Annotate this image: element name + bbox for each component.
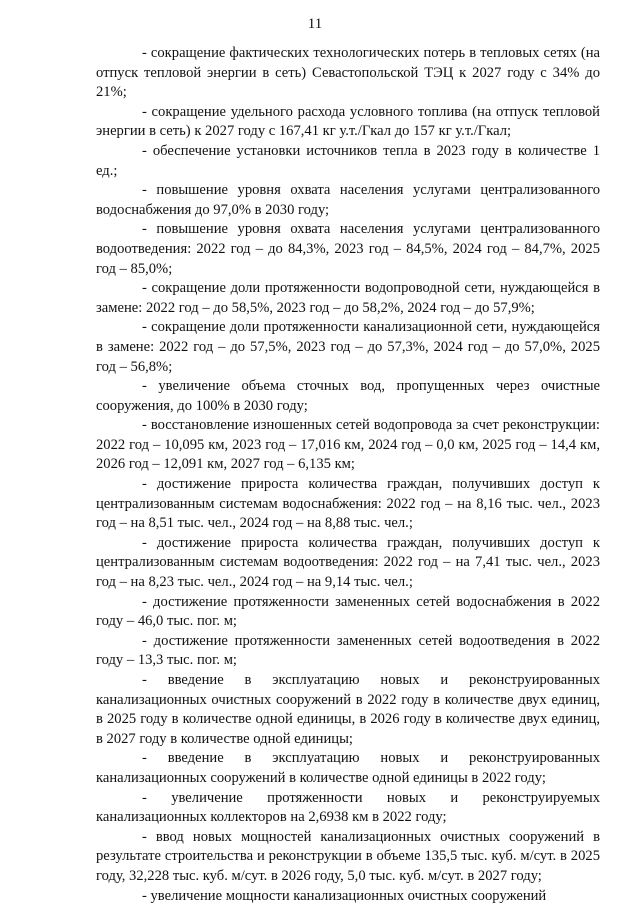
list-item: - сокращение доли протяженности канализационной сети, нуждающейся в замене: 2022 год – до 57,5%, 2023 год – до 57,3%, 2024 год – до 57,0%, 2025 год – 56,8%; bbox=[96, 319, 600, 375]
list-item: - сокращение доли протяженности водопроводной сети, нуждающейся в замене: 2022 год – до 58,5%, 2023 год – до 58,2%, 2024 год – до 57,9%; bbox=[96, 280, 600, 316]
page-number: 11 bbox=[307, 16, 323, 32]
list-item: - достижение протяженности замененных сетей водоснабжения в 2022 году – 46,0 тыс. пог. м; bbox=[96, 593, 600, 630]
list-item: - сокращение фактических технологических потерь в тепловых сетях (на отпуск тепловой энергии в сеть) Севастопольской ТЭЦ к 2027 году с 34% до 21%; bbox=[96, 45, 600, 101]
list-item: - повышение уровня охвата населения услугами централизованного водоснабжения до 97,0% в 2030 году; bbox=[96, 182, 600, 218]
list-item: - достижение прироста количества граждан, получивших доступ к централизованным системам водоснабжения: 2022 год – на 8,16 тыс. чел., 2023 год – на 8,51 тыс. чел., 2024 год – на 8,88 тыс. чел.; bbox=[96, 476, 600, 532]
list-item: - повышение уровня охвата населения услугами централизованного водоотведения: 2022 год – до 84,3%, 2023 год – 84,5%, 2024 год – 84,7%, 2025 год – 85,0%; bbox=[96, 221, 600, 277]
document-body bbox=[96, 44, 600, 906]
list-item: - увеличение объема сточных вод, пропущенных через очистные сооружения, до 100% в 2030 году; bbox=[96, 378, 600, 414]
list-item: - ввод новых мощностей канализационных очистных сооружений в результате строительства и реконструкции в объеме 135,5 тыс. куб. м/сут. в 2025 году, 32,228 тыс. куб. м/сут. в 2026 году, 5,0 тыс. куб. м/сут. в 2027 году; bbox=[96, 828, 600, 884]
list-item: - достижение протяженности замененных сетей водоотведения в 2022 году – 13,3 тыс. пог. м; bbox=[96, 632, 600, 669]
list-item: - восстановление изношенных сетей водопровода за счет реконструкции: 2022 год – 10,095 км, 2023 год – 17,016 км, 2024 год – 0,0 км, 2025 год – 14,4 км, 2026 год – 12,091 км, 2027 год – 6,135 км; bbox=[96, 417, 600, 473]
list-item: - сокращение удельного расхода условного топлива (на отпуск тепловой энергии в сеть) к 2027 году с 167,41 кг у.т./Гкал до 157 кг у.т./Гкал; bbox=[96, 103, 600, 140]
list-item: - достижение прироста количества граждан, получивших доступ к централизованным системам водоотведения: 2022 год – на 7,41 тыс. чел., 2023 год – на 8,23 тыс. чел., 2024 год – на 9,14 тыс. чел.; bbox=[96, 534, 600, 591]
list-item: - увеличение протяженности новых и реконструируемых канализационных коллекторов на 2,6938 км в 2022 году; bbox=[96, 789, 600, 826]
list-item: - увеличение мощности канализационных очистных сооружений bbox=[142, 887, 547, 904]
list-item: - введение в эксплуатацию новых и реконструированных канализационных сооружений в количестве одной единицы в 2022 году; bbox=[96, 750, 600, 786]
list-item: - обеспечение установки источников тепла в 2023 году в количестве 1 ед.; bbox=[96, 142, 600, 179]
list-item: - введение в эксплуатацию новых и реконструированных канализационных очистных сооружений в 2022 году в количестве двух единиц, в 2025 году в количестве одной единицы, в 2026 году в количестве двух единиц, в 2027 году в количестве одной единицы; bbox=[96, 672, 600, 747]
